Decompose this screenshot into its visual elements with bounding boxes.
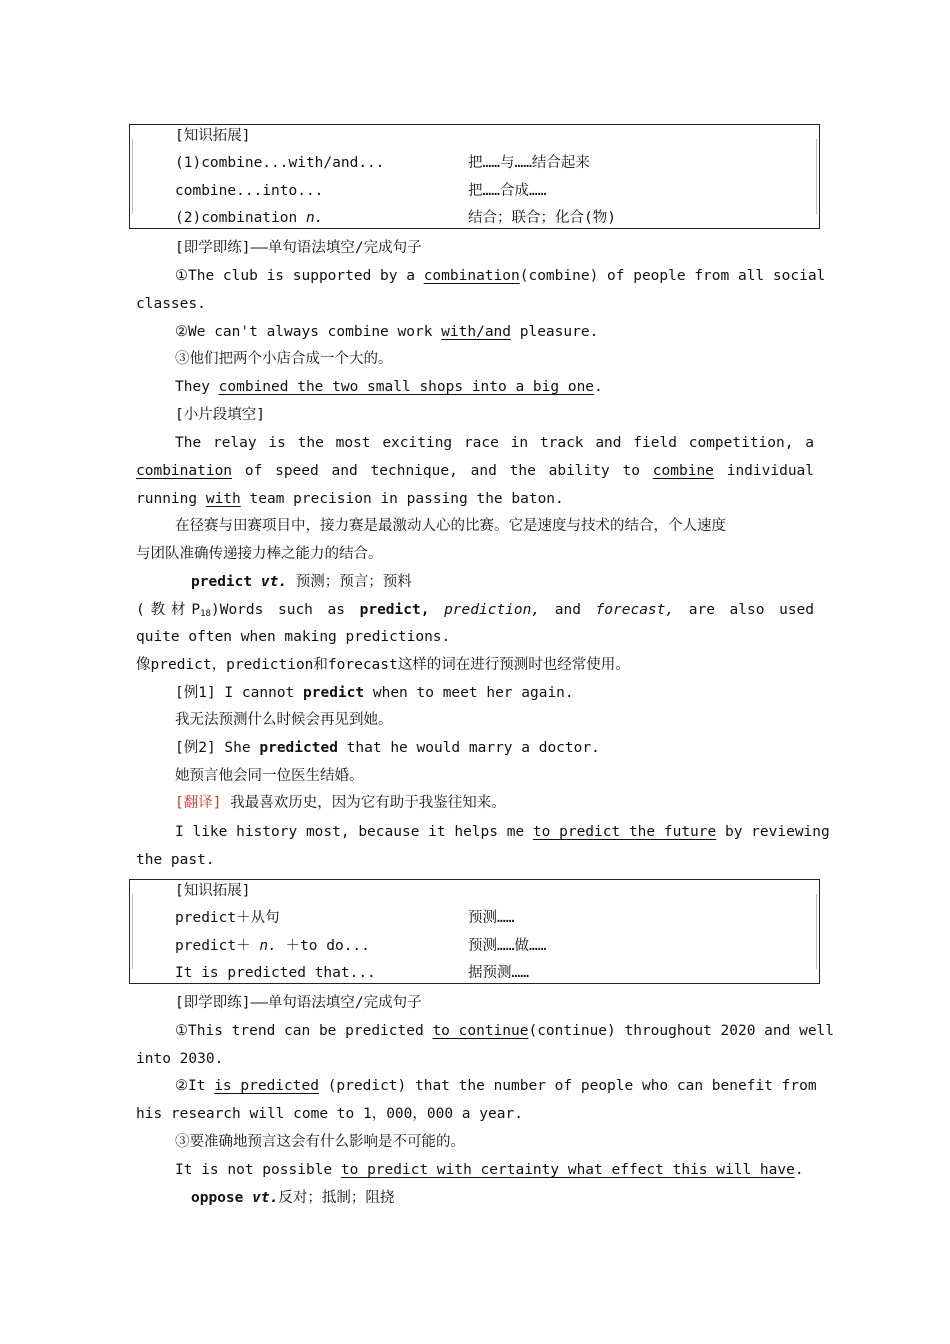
exercise-item-cont: into 2030. [136,1051,224,1067]
exercise-item-cont: classes. [136,296,206,312]
fragment-translation: 在径赛与田赛项目中，接力赛是最激动人心的比赛。它是速度与技术的结合，个人速度 [175,518,726,534]
example-2: [例2] She predicted that he would marry a doctor. [175,740,600,756]
answer: to predict with certainty what effect this will have [340,1162,795,1178]
exercise-item-zh: ③他们把两个小店合成一个大的。 [175,351,393,367]
exercise-item-zh: ③要准确地预言这会有什么影响是不可能的。 [175,1134,465,1150]
answer: combination [423,268,520,284]
exercise-item: They combined the two small shops into a big one. [175,379,603,395]
translation-task: [翻译] 我最喜欢历史，因为它有助于我鉴往知来。 [175,795,506,811]
phrase-zh: 把……与……结合起来 [468,155,590,171]
exercise-item: ①The club is supported by a combination(combine) of people from all social [175,268,826,284]
phrase-zh: 预测…… [468,910,515,926]
vocab-entry-predict: predict vt. 预测；预言；预料 [191,574,412,590]
example-1: [例1] I cannot predict when to meet her again. [175,685,574,701]
answer: with [205,491,241,507]
exercise-item-cont: his research will come to 1，000，000 a year. [136,1106,523,1122]
phrase-en: predict＋ n. ＋to do... [175,938,370,954]
fragment-line: combination of speed and technique, and the ability to combine individual [136,463,815,479]
answer: combination [136,463,233,479]
phrase-en: It is predicted that... [175,965,376,981]
answer: with/and [441,324,512,340]
phrase-zh: 结合；联合；化合(物) [468,210,616,226]
answer: is predicted [214,1078,319,1094]
translation-answer-cont: the past. [136,852,215,868]
fragment-line: The relay is the most exciting race in track and field competition, a [175,435,814,451]
exercise-item: ①This trend can be predicted to continue(continue) throughout 2020 and well [175,1023,835,1039]
translation-label: [翻译] [175,795,222,811]
box-header: [知识拓展] [175,883,251,899]
phrase-en: (2)combination n. [175,210,324,226]
answer: to predict the future [532,824,717,840]
answer: combine [652,463,714,479]
phrase-en: predict＋从句 [175,910,280,926]
textbook-quote-cont: quite often when making predictions. [136,629,451,645]
phrase-en: (1)combine...with/and... [175,155,385,171]
answer: combined the two small shops into a big one [218,379,595,395]
answer: to continue [432,1023,529,1039]
phrase-zh: 把……合成…… [468,183,547,199]
exercise-item: ②It is predicted (predict) that the number of people who can benefit from [175,1078,817,1094]
fragment-line: running with team precision in passing the baton. [136,491,564,507]
textbook-quote: (教材$P_{18})Words$ such as predict, prediction, and forecast, are also used [136,602,815,619]
exercise-header: [即学即练]——单句语法填空/完成句子 [175,995,422,1011]
exercise-header: [即学即练]——单句语法填空/完成句子 [175,240,422,256]
knowledge-box-predict [129,879,820,984]
phrase-zh: 据预测…… [468,965,529,981]
phrase-en: combine...into... [175,183,324,199]
vocab-entry-oppose: oppose vt.反对；抵制；阻挠 [191,1190,395,1206]
example-1-zh: 我无法预测什么时候会再见到她。 [175,712,393,728]
phrase-zh: 预测……做…… [468,938,547,954]
textbook-quote-zh: 像predict，prediction和forecast这样的词在进行预测时也经常使用。 [136,657,630,673]
translation-answer: I like history most, because it helps me to predict the future by reviewing [175,824,830,840]
fragment-translation: 与团队准确传递接力棒之能力的结合。 [136,546,383,562]
box-header: [知识拓展] [175,128,251,144]
fragment-header: [小片段填空] [175,407,265,423]
exercise-item: It is not possible to predict with certainty what effect this will have. [175,1162,804,1178]
exercise-item: ②We can't always combine work with/and pleasure. [175,324,599,340]
knowledge-box-combine [129,124,820,229]
example-2-zh: 她预言他会同一位医生结婚。 [175,768,364,784]
